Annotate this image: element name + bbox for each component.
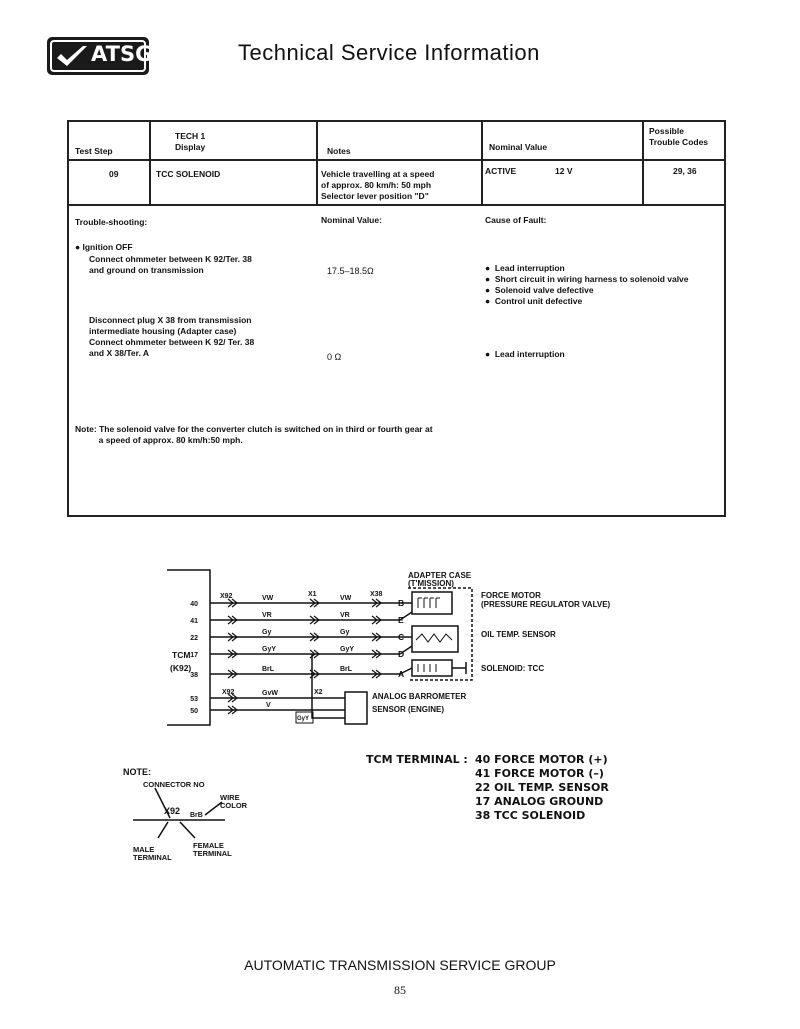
color-mid-gy: Gy	[340, 629, 350, 636]
analog-sensor-label: ANALOG BARROMETER SENSOR (ENGINE)	[372, 692, 467, 714]
cell-notes: Vehicle travelling at a speed of approx. 80 km/h: 50 mph Selector lever position "D"	[321, 169, 435, 201]
adapter-pin-c: C	[398, 632, 405, 642]
cause-text: Lead interruption	[494, 349, 565, 359]
step1-cause-2: ● Solenoid valve defective	[485, 285, 594, 295]
step1-bullet-text: Ignition OFF	[82, 242, 133, 252]
header-nominal-value: Nominal Value	[489, 142, 548, 152]
table-rule	[149, 122, 151, 204]
conn-x38-label: X38	[370, 591, 383, 598]
oil-temp-label: OIL TEMP. SENSOR	[481, 630, 556, 639]
header-notes: Notes	[327, 146, 351, 156]
cause-text: Short circuit in wiring harness to solenoid valve	[494, 274, 689, 284]
nominal-heading: Nominal Value:	[321, 215, 382, 225]
conn-x92-label-2: X92	[222, 689, 235, 696]
note-brb: BrB	[190, 812, 203, 819]
page-title: Technical Service Information	[238, 40, 540, 65]
pin-38: 38	[190, 672, 198, 679]
step1-bullet: ● Ignition OFF	[75, 242, 133, 252]
atsg-logo	[47, 37, 153, 75]
pin-17: 17	[190, 652, 198, 659]
force-motor-label: FORCE MOTOR (PRESSURE REGULATOR VALVE)	[481, 591, 611, 609]
solenoid-label: SOLENOID: TCC	[481, 664, 545, 673]
pin-50: 50	[190, 708, 198, 715]
step1-cause-1: ● Short circuit in wiring harness to solenoid valve	[485, 274, 689, 284]
troubleshooting-heading: Trouble-shooting:	[75, 217, 148, 227]
connector-no-label: CONNECTOR NO	[143, 780, 205, 789]
color-brl: BrL	[262, 666, 275, 673]
logo-text: ATSG	[91, 42, 153, 66]
color-x2-gyy: GyY	[297, 716, 310, 722]
table-rule	[69, 204, 724, 206]
step1-text: Connect ohmmeter between K 92/Ter. 38 and ground on transmission	[89, 254, 252, 275]
header-trouble-codes: Possible Trouble Codes	[649, 126, 709, 147]
tcm-terminal-item: 38 TCC SOLENOID	[475, 809, 586, 822]
cell-nominal-voltage: 12 V	[555, 166, 573, 176]
pin-22: 22	[190, 635, 198, 642]
table-rule	[642, 122, 644, 204]
table-rule	[481, 122, 483, 204]
tcm-terminal-item: 22 OIL TEMP. SENSOR	[475, 781, 609, 794]
color-mid-vw: VW	[340, 595, 352, 602]
color-vr: VR	[262, 612, 272, 619]
tcm-terminal-item: 41 FORCE MOTOR (–)	[475, 767, 604, 780]
footer-text: AUTOMATIC TRANSMISSION SERVICE GROUP	[244, 957, 556, 973]
cell-trouble-codes: 29, 36	[673, 166, 697, 176]
color-gy: Gy	[262, 629, 272, 636]
header-tech1-display: TECH 1 Display	[175, 131, 206, 152]
tcm-label: TCM	[172, 650, 191, 660]
pin-53: 53	[190, 696, 198, 703]
note-x92: X92	[164, 806, 181, 816]
cause-heading: Cause of Fault:	[485, 215, 547, 225]
header-test-step: Test Step	[75, 146, 113, 156]
analog-sensor-symbol	[345, 692, 367, 724]
checkmark-icon	[55, 44, 89, 68]
conn-x2-label: X2	[314, 689, 323, 696]
color-v: V	[266, 702, 271, 709]
tcm-terminal-list	[475, 753, 609, 823]
color-mid-vr: VR	[340, 612, 350, 619]
table-rule	[316, 122, 318, 204]
step1-cause-0: ● Lead interruption	[485, 263, 565, 273]
step2-cause-0: ● Lead interruption	[485, 349, 565, 359]
color-vw: VW	[262, 595, 274, 602]
cell-display: TCC SOLENOID	[156, 169, 221, 179]
adapter-case-label: ADAPTER CASE (T'MISSION)	[408, 571, 472, 588]
cause-text: Control unit defective	[494, 296, 583, 306]
tcm-id: (K92)	[170, 663, 192, 673]
color-mid-gyy: GyY	[340, 646, 355, 653]
diagnostic-table	[67, 120, 726, 517]
table-rule	[69, 159, 724, 161]
tcm-terminal-heading: TCM TERMINAL :	[366, 753, 468, 766]
color-mid-brl: BrL	[340, 666, 353, 673]
cause-text: Solenoid valve defective	[494, 285, 594, 295]
color-gvw: GvW	[262, 690, 278, 697]
conn-x1-label: X1	[308, 591, 317, 598]
pin-40: 40	[190, 601, 198, 608]
adapter-pin-b: B	[398, 598, 405, 608]
cell-nominal-value: ACTIVE	[485, 166, 517, 176]
page-number: 85	[394, 983, 406, 997]
tcm-box	[167, 570, 210, 725]
pin-41: 41	[190, 618, 198, 625]
note-label: NOTE:	[123, 767, 151, 777]
adapter-pin-a: A	[398, 669, 405, 679]
color-gyy: GyY	[262, 646, 277, 653]
wire-color-label: WIRE COLOR	[220, 793, 248, 810]
conn-x92-label: X92	[220, 593, 233, 600]
cause-text: Lead interruption	[494, 263, 565, 273]
tcm-terminal-item: 17 ANALOG GROUND	[475, 795, 604, 808]
male-terminal-label: MALE TERMINAL	[133, 845, 172, 862]
cell-test-step: 09	[109, 169, 119, 179]
adapter-pin-d: D	[398, 649, 405, 659]
step2-value: 0 Ω	[327, 352, 342, 362]
step1-cause-3: ● Control unit defective	[485, 296, 583, 306]
female-terminal-label: FEMALE TERMINAL	[193, 841, 232, 858]
tcm-terminal-item: 40 FORCE MOTOR (+)	[475, 753, 608, 766]
step2-text: Disconnect plug X 38 from transmission intermediate housing (Adapter case) Connect ohmmeter between K 92/ Ter. 38 and X 38/Ter. A	[89, 315, 255, 358]
adapter-pin-e: E	[398, 615, 404, 625]
table-note: Note: The solenoid valve for the converter clutch is switched on in third or fourth gear at a speed of approx. 80 km/h:50 mph.	[75, 424, 433, 445]
step1-value: 17.5–18.5Ω	[327, 266, 374, 276]
